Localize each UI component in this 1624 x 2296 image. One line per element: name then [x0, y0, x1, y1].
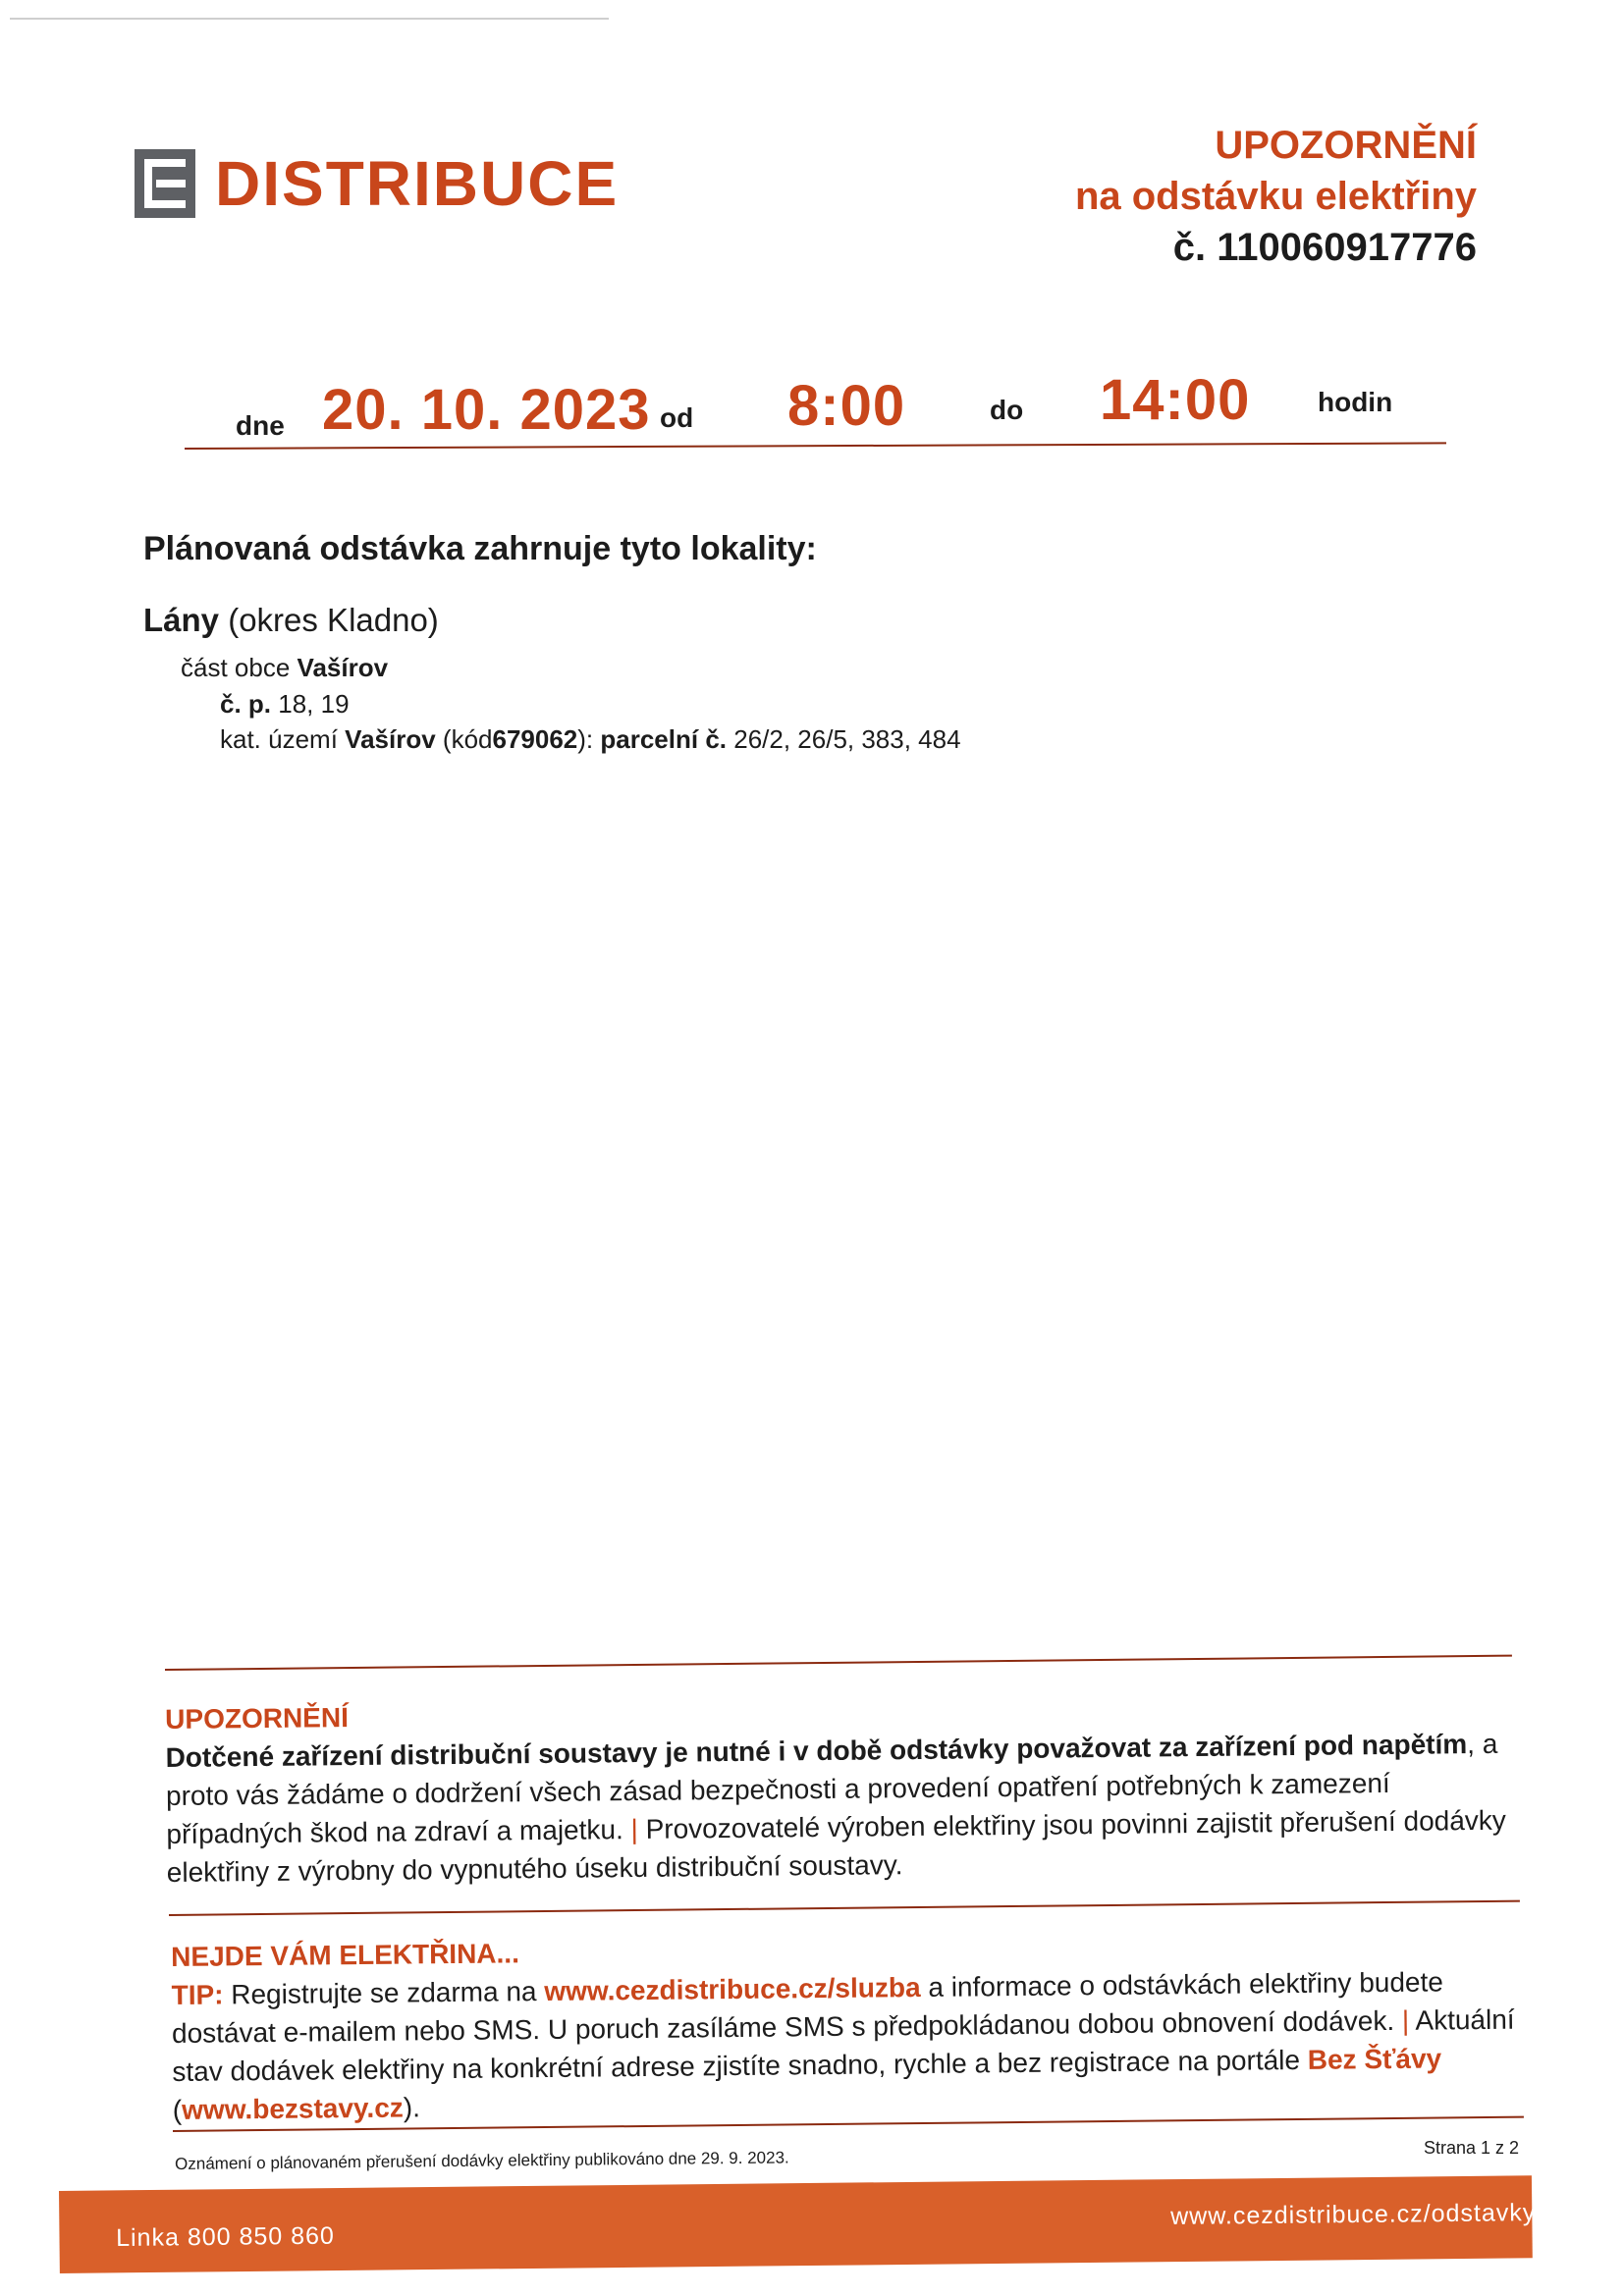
- registration-link[interactable]: www.cezdistribuce.cz/sluzba: [544, 1972, 921, 2007]
- to-time: 14:00: [1100, 368, 1251, 432]
- warning-title: UPOZORNĚNÍ: [165, 1702, 350, 1735]
- notice-subtitle: na odstávku elektřiny: [1074, 175, 1477, 218]
- notice-header: [1075, 120, 1477, 273]
- tip-section: [171, 1924, 1528, 2129]
- city-district: (okres Kladno): [228, 602, 439, 638]
- code-prefix: (kód: [442, 724, 493, 754]
- cadastre-code: 679062: [492, 724, 578, 754]
- locality-part: [181, 653, 388, 683]
- date-underline: [185, 442, 1446, 450]
- cadastre-line: [220, 724, 961, 755]
- part-name: Vašírov: [297, 653, 389, 682]
- warning-section: [165, 1686, 1522, 1892]
- code-suffix: ):: [577, 724, 594, 754]
- part-label: část obce: [181, 653, 291, 682]
- warning-text-2: Provozovatelé výroben elektřiny jsou povinni zajistit přerušení dodávky elektřiny z výrobny do vypnutého úseku distribuční soustavy.: [166, 1804, 1506, 1888]
- hours-label: hodin: [1318, 387, 1393, 417]
- from-label: od: [660, 402, 694, 433]
- house-numbers-line: [220, 689, 350, 720]
- warning-bold-text: Dotčené zařízení distribuční soustavy je nutné i v době odstávky považovat za zařízení pod napětím: [165, 1729, 1468, 1773]
- parcel-label: parcelní č.: [600, 724, 728, 754]
- locality-city: [143, 602, 439, 639]
- tip-title: NEJDE VÁM ELEKTŘINA...: [171, 1938, 520, 1972]
- from-time: 8:00: [787, 374, 906, 438]
- company-logo: [135, 149, 619, 218]
- tip-text-2: a informace o odstávkách elektřiny budete dostávat e-mailem nebo SMS. U poruch zasíláme SMS s předpokládanou dobou obnovení dodávek.: [171, 1966, 1444, 2049]
- warning-text: [165, 1725, 1522, 1892]
- tip-separator: |: [1401, 2004, 1410, 2036]
- notice-title: UPOZORNĚNÍ: [1215, 124, 1477, 167]
- outage-date: 20. 10. 2023: [322, 378, 651, 442]
- warning-separator: |: [630, 1813, 639, 1845]
- house-label: č. p.: [220, 689, 272, 719]
- hotline-number: Linka 800 850 860: [116, 2221, 336, 2252]
- parcel-numbers: 26/2, 26/5, 383, 484: [733, 724, 961, 754]
- notice-number: č. 110060917776: [1172, 226, 1477, 269]
- scan-edge-line: [10, 18, 609, 20]
- day-label: dne: [236, 410, 285, 441]
- to-label: do: [990, 395, 1024, 425]
- localities-heading: Plánovaná odstávka zahrnuje tyto lokality:: [143, 530, 817, 567]
- divider-middle: [169, 1900, 1520, 1916]
- logo-text: DISTRIBUCE: [215, 148, 620, 219]
- bezstavy-link[interactable]: www.bezstavy.cz: [182, 2092, 404, 2125]
- link2-close: ).: [403, 2092, 421, 2123]
- footer-url-link[interactable]: www.cezdistribuce.cz/odstavky: [1170, 2199, 1537, 2230]
- tip-text-1: Registrujte se zdarma na: [231, 1976, 537, 2010]
- portal-name: Bez Šťávy: [1307, 2043, 1442, 2075]
- divider-top: [165, 1655, 1512, 1671]
- tip-text-3: Aktuální stav dodávek elektřiny na konkrétní adrese zjistíte snadno, rychle a bez registrace na portále: [172, 2003, 1515, 2087]
- publication-note: Oznámení o plánovaném přerušení dodávky elektřiny publikováno dne 29. 9. 2023.: [175, 2148, 789, 2173]
- cadastre-label: kat. území: [220, 724, 338, 754]
- house-numbers: 18, 19: [278, 689, 350, 719]
- cadastre-name: Vašírov: [345, 724, 436, 754]
- tip-label: TIP:: [171, 1979, 224, 2010]
- logo-mark-icon: [135, 149, 195, 218]
- city-name: Lány: [143, 602, 220, 638]
- tip-text: [171, 1962, 1528, 2129]
- page-number: Strana 1 z 2: [1424, 2138, 1520, 2158]
- warning-text-1: , a proto vás žádáme o dodržení všech zásad bezpečnosti a provedení opatření potřebných k zamezení případných škod na zdraví a majetku.: [165, 1728, 1498, 1849]
- link2-open: (: [172, 2094, 183, 2125]
